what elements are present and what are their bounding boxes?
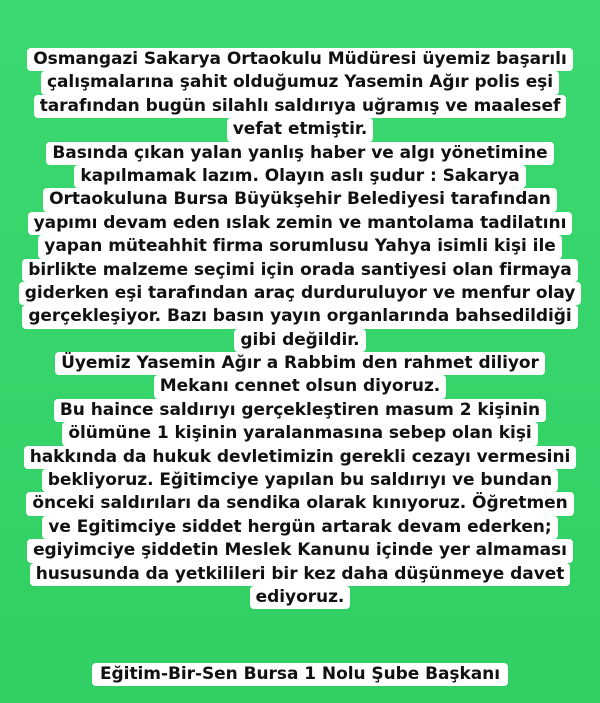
text-line-content: ölümüne 1 kişinin yaralanmasına sebep olan kişi bbox=[62, 422, 537, 445]
text-line-content: yapımı devam eden ıslak zemin ve mantolama tadilatını bbox=[28, 212, 573, 235]
text-line bbox=[0, 234, 600, 257]
paragraph-condolence bbox=[0, 351, 600, 398]
text-line-content: gibi değildir. bbox=[234, 329, 365, 352]
text-line bbox=[0, 164, 600, 187]
text-line-content: ediyoruz. bbox=[250, 586, 351, 609]
text-line-content: Mekanı cennet olsun diyoruz. bbox=[154, 375, 446, 398]
text-line bbox=[0, 468, 600, 491]
text-line bbox=[0, 421, 600, 444]
text-line-content: yapan müteahhit firma sorumlusu Yahya isimli kişi ile bbox=[38, 235, 561, 258]
paragraph-demand bbox=[0, 398, 600, 609]
text-line-content: hususunda da yetkilileri bir kez daha düşünmeye davet bbox=[30, 563, 571, 586]
text-line bbox=[0, 491, 600, 514]
text-line bbox=[0, 585, 600, 608]
text-line-content: gerçekleşiyor. Bazı basın yayın organlarında bahsedildiği bbox=[22, 305, 577, 328]
text-line-content: Üyemiz Yasemin Ağır a Rabbim den rahmet diliyor bbox=[55, 352, 545, 375]
text-line-content: kapılmamak lazım. Olayın aslı şudur : Sakarya bbox=[74, 165, 525, 188]
text-line bbox=[0, 117, 600, 140]
paragraph-intro bbox=[0, 47, 600, 141]
text-line bbox=[0, 445, 600, 468]
text-line bbox=[0, 562, 600, 585]
signature-line bbox=[0, 663, 600, 686]
text-line bbox=[0, 141, 600, 164]
text-line-content: vefat etmiştir. bbox=[227, 118, 373, 141]
text-line-content: Bu haince saldırıyı gerçekleştiren masum 2 kişinin bbox=[54, 399, 546, 422]
text-line-content: giderken eşi tarafından araç durduruluyor ve menfur olay bbox=[19, 282, 581, 305]
text-line-content: Ortaokuluna Bursa Büyükşehir Belediyesi tarafından bbox=[43, 188, 557, 211]
text-line-content: Basında çıkan yalan yanlış haber ve algı yönetimine bbox=[46, 142, 553, 165]
signature-text: Eğitim-Bir-Sen Bursa 1 Nolu Şube Başkanı bbox=[92, 663, 508, 686]
text-line bbox=[0, 94, 600, 117]
paragraph-facts bbox=[0, 141, 600, 352]
statement-text bbox=[0, 47, 600, 608]
text-line-content: Osmangazi Sakarya Ortaokulu Müdüresi üyemiz başarılı bbox=[27, 48, 573, 71]
text-line-content: önceki saldırıları da sendika olarak kınıyoruz. Öğretmen bbox=[26, 492, 573, 515]
text-line bbox=[0, 187, 600, 210]
text-line bbox=[0, 47, 600, 70]
text-line bbox=[0, 258, 600, 281]
text-line bbox=[0, 328, 600, 351]
text-line bbox=[0, 374, 600, 397]
text-line bbox=[0, 351, 600, 374]
text-line bbox=[0, 398, 600, 421]
text-line-content: hakkında da hukuk devletimizin gerekli cezayı vermesini bbox=[24, 446, 577, 469]
text-line bbox=[0, 304, 600, 327]
text-line-content: tarafından bugün silahlı saldırıya uğramış ve maalesef bbox=[34, 95, 567, 118]
text-line-content: ve Egitimciye siddet hergün artarak devam ederken; bbox=[42, 516, 557, 539]
text-line-content: bekliyoruz. Eğitimciye yapılan bu saldırıyı ve bundan bbox=[42, 469, 558, 492]
text-line-content: çalışmalarına şahit olduğumuz Yasemin Ağır polis eşi bbox=[41, 71, 559, 94]
text-line-content: egiyimciye şiddetin Meslek Kanunu içinde yer almaması bbox=[27, 539, 573, 562]
text-line bbox=[0, 70, 600, 93]
text-line-content: birlikte malzeme seçimi için orada santiyesi olan firmaya bbox=[22, 259, 577, 282]
text-line bbox=[0, 281, 600, 304]
text-line bbox=[0, 538, 600, 561]
text-line bbox=[0, 211, 600, 234]
text-line bbox=[0, 515, 600, 538]
